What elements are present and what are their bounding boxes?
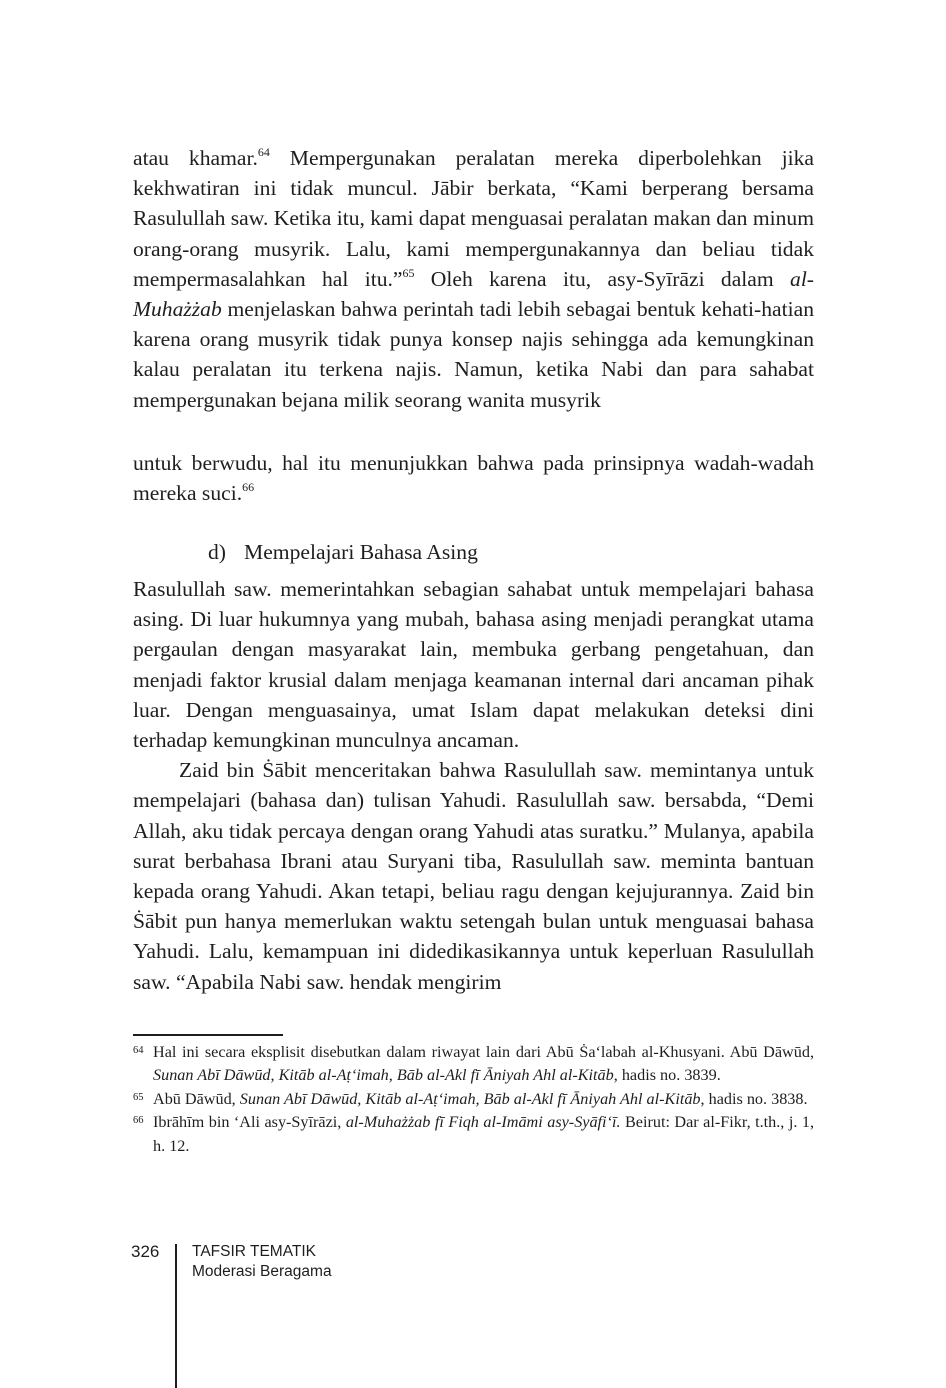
footnotes bbox=[133, 1041, 814, 1158]
paragraph-1 bbox=[133, 143, 814, 415]
footnote-source-italic: Sunan Abī Dāwūd, Kitāb al-Aṭ‘imah, Bāb al-Akl fī Āniyah Ahl al-Kitāb bbox=[153, 1066, 614, 1085]
page-number: 326 bbox=[131, 1242, 160, 1261]
paragraph-4-text: Zaid bin Ṡābit menceritakan bahwa Rasulullah saw. memintanya untuk mempelajari (bahasa dan) tulisan Yahudi. Rasulullah saw. bersabda, “Demi Allah, aku tidak percaya dengan orang Yahudi atas suratku.” Mulanya, apabila surat berbahasa Ibrani atau Suryani tiba, Rasulullah saw. meminta bantuan kepada orang Yahudi. Akan tetapi, beliau ragu dengan kejujurannya. Zaid bin Ṡābit pun hanya memerlukan waktu setengah bulan untuk menguasai bahasa Yahudi. Lalu, kemampuan ini didedikasikannya untuk keperluan Rasulullah saw. “Apabila Nabi saw. hendak mengirim bbox=[133, 758, 814, 994]
section-title: Mempelajari Bahasa Asing bbox=[244, 540, 478, 564]
footnote-text: Abū Dāwūd, bbox=[153, 1089, 240, 1108]
text-run: menjelaskan bahwa perintah tadi lebih sebagai bentuk kehati-hatian karena orang musyrik tidak punya konsep najis sehingga ada kemungkinan kalau peralatan itu terkena najis. Namun, ketika Nabi dan para sahabat mempergunakan bejana milik seorang wanita musyrik bbox=[133, 297, 814, 412]
footnote-text: , hadis no. 3838. bbox=[700, 1089, 808, 1108]
text-run: untuk berwudu, hal itu menunjukkan bahwa pada prinsipnya wadah-wadah mereka suci. bbox=[133, 451, 814, 506]
footnote-text: , hadis no. 3839. bbox=[613, 1066, 721, 1085]
footer-divider bbox=[175, 1244, 177, 1388]
footnote-66 bbox=[133, 1111, 814, 1158]
footnote-ref-65[interactable]: 65 bbox=[402, 265, 415, 280]
text-run: Mempergunakan peralatan mereka diperbolehkan jika kekhwatiran ini tidak muncul. Jābir berkata, “Kami berperang bersama Rasulullah saw. Ketika itu, kami dapat menguasai peralatan makan dan minum orang-orang musyrik. Lalu, kami mempergunakannya dan beliau tidak mempermasalahkan hal itu.” bbox=[133, 146, 815, 291]
footnote-text: Beirut: Dar al-Fikr, t.th., j. 1, h. 12. bbox=[153, 1113, 815, 1155]
series-subtitle: Moderasi Beragama bbox=[192, 1263, 332, 1280]
paragraph-3-text: Rasulullah saw. memerintahkan sebagian sahabat untuk mempelajari bahasa asing. Di luar hukumnya yang mubah, bahasa asing menjadi perangkat utama pergaulan dengan masyarakat lain, membuka gerbang pengetahuan, dan menjadi faktor krusial dalam menjaga keamanan internal dari ancaman pihak luar. Dengan menguasainya, umat Islam dapat melakukan deteksi dini terhadap kemungkinan munculnya ancaman. bbox=[133, 577, 814, 753]
footnote-number: 64 bbox=[133, 1045, 144, 1056]
section-label: d) bbox=[208, 540, 226, 564]
series-title: TAFSIR TEMATIK bbox=[192, 1243, 317, 1260]
paragraph-3 bbox=[133, 574, 814, 997]
footnote-number: 65 bbox=[133, 1091, 144, 1103]
paragraph-2 bbox=[133, 448, 814, 508]
footnote-65 bbox=[133, 1088, 814, 1111]
footnote-ref-64[interactable]: 64 bbox=[257, 145, 270, 159]
text-run: Oleh karena itu, asy-Syīrāzi dalam bbox=[414, 266, 791, 291]
footnote-separator bbox=[133, 1034, 283, 1036]
footnote-ref-66[interactable]: 66 bbox=[242, 480, 255, 495]
footnote-source-italic: al-Muhażżab fī Fiqh al-Imāmi asy-Syāfi‘ī. bbox=[345, 1113, 621, 1132]
text-run: atau khamar. bbox=[133, 146, 258, 170]
footnote-text: Hal ini secara eksplisit disebutkan dalam riwayat lain dari Abū Ṡa‘labah al-Khusyani. Abū Dāwūd, bbox=[153, 1043, 814, 1061]
book-title-italic: al-Muhażżab bbox=[133, 266, 815, 322]
footnote-source-italic: Sunan Abī Dāwūd, Kitāb al-Aṭ‘imah, Bāb al-Akl fī Āniyah Ahl al-Kitāb bbox=[239, 1089, 701, 1108]
footnote-number: 66 bbox=[133, 1115, 144, 1127]
footnote-64 bbox=[133, 1041, 814, 1088]
footnote-text: Ibrāhīm bin ‘Ali asy-Syīrāzi, bbox=[153, 1113, 346, 1132]
section-heading bbox=[208, 537, 478, 567]
running-footer bbox=[192, 1242, 332, 1282]
